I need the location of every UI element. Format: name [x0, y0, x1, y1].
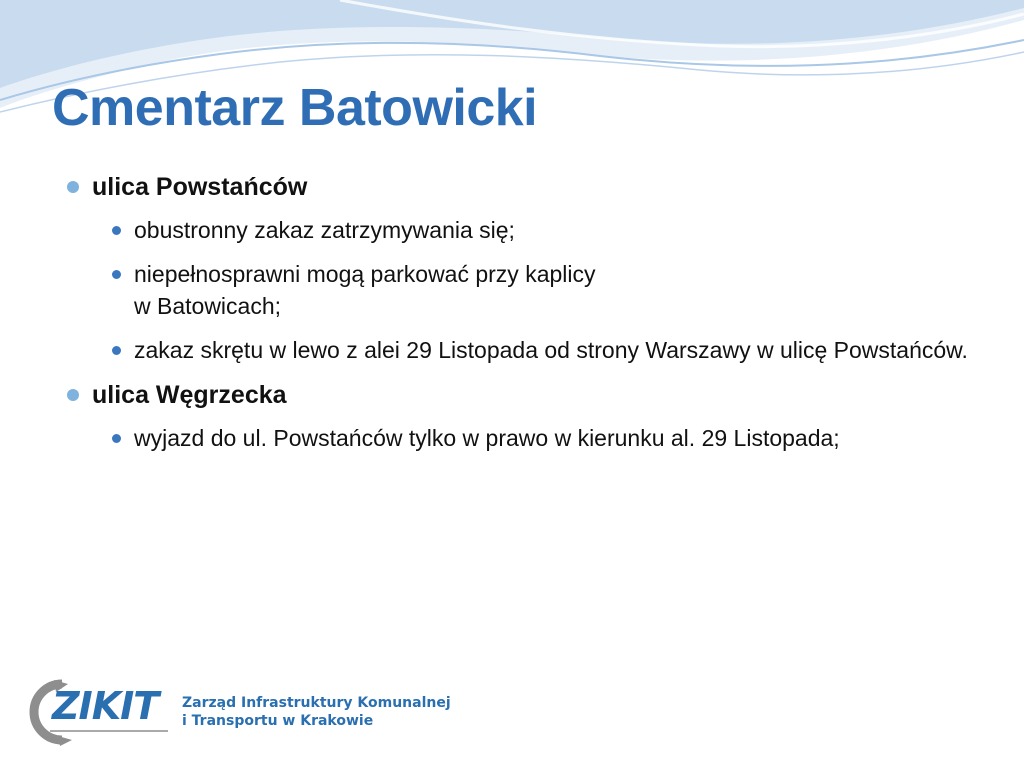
list-item — [92, 334, 982, 366]
list-item-text: zakaz skrętu w lewo z alei 29 Listopada od strony Warszawy w ulicę Powstańców. — [134, 337, 968, 363]
bullet-dot — [112, 226, 121, 235]
organization-name-line-2: i Transportu w Krakowie — [182, 713, 374, 729]
list-item-text: wyjazd do ul. Powstańców tylko w prawo w kierunku al. 29 Listopada; — [134, 425, 840, 451]
bullet-dot — [67, 389, 79, 401]
sub-bullet-list — [92, 214, 982, 366]
list-item — [92, 214, 982, 246]
list-item-text: obustronny zakaz zatrzymywania się; — [134, 217, 515, 243]
section-heading: ulica Węgrzecka — [92, 381, 287, 409]
organization-name — [182, 694, 451, 730]
slide-content — [62, 170, 982, 466]
bullet-dot — [112, 270, 121, 279]
bullet-dot — [112, 434, 121, 443]
logo-wordmark: ZIKIT — [52, 684, 159, 728]
list-item — [92, 258, 982, 322]
list-item-section-2 — [62, 378, 982, 454]
sub-bullet-list — [92, 422, 982, 454]
footer-logo — [28, 676, 468, 746]
list-item-text: niepełnosprawni mogą parkować przy kaplicy w Batowicach; — [134, 261, 596, 319]
list-item-section-1 — [62, 170, 982, 366]
section-heading: ulica Powstańców — [92, 173, 308, 201]
bullet-list — [62, 170, 982, 454]
bullet-dot — [112, 346, 121, 355]
list-item — [92, 422, 982, 454]
slide-title: Cmentarz Batowicki — [52, 79, 538, 137]
bullet-dot — [67, 181, 79, 193]
organization-name-line-1: Zarząd Infrastruktury Komunalnej — [182, 695, 451, 711]
